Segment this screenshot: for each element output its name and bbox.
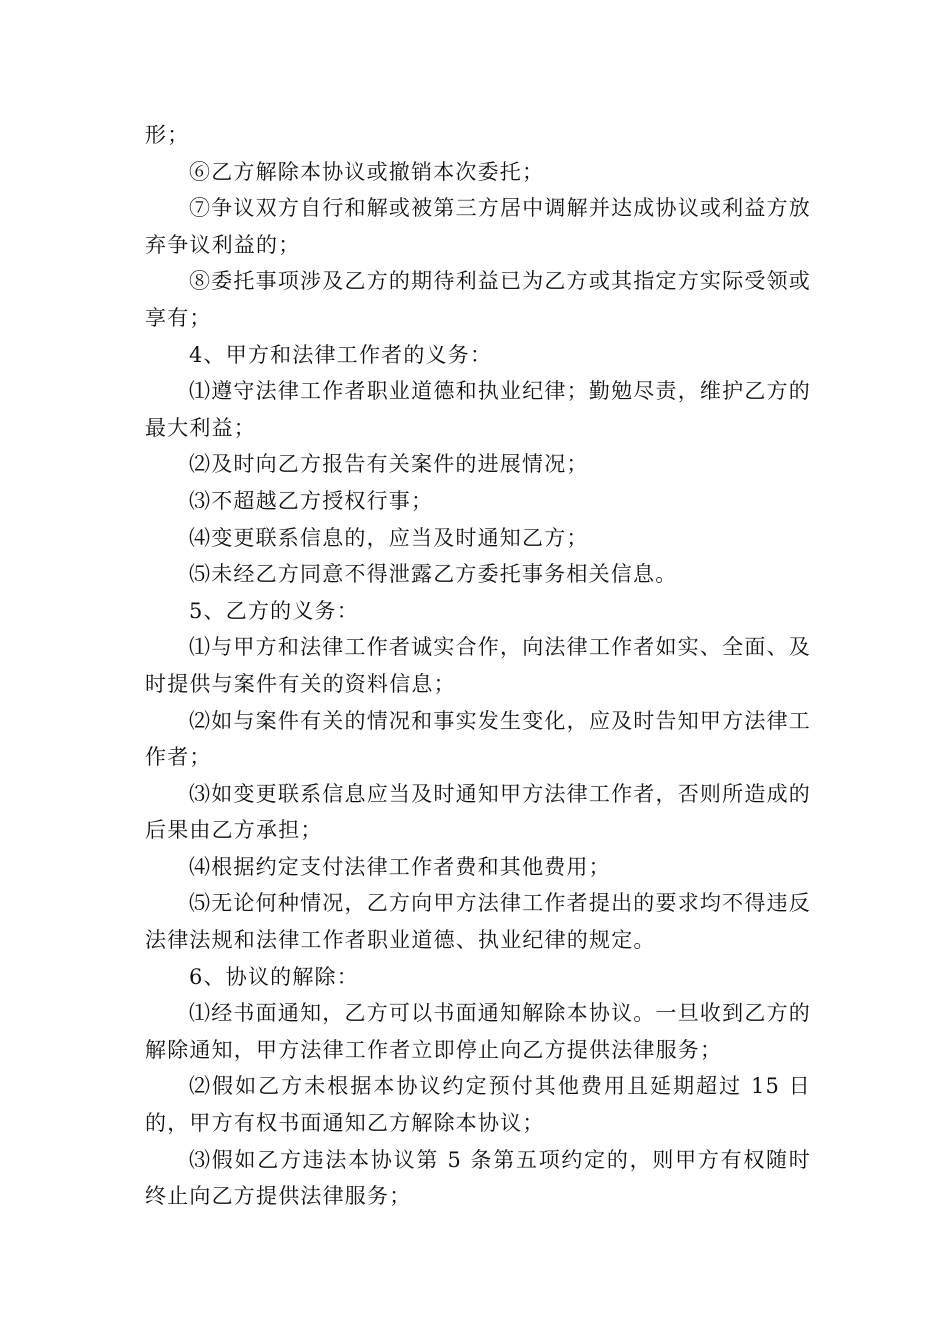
section-heading: 4、甲方和法律工作者的义务： bbox=[189, 342, 493, 367]
paragraph: ⑵如与案件有关的情况和事实发生变化，应及时告知甲方法律工作者； bbox=[145, 708, 811, 770]
paragraph: ⑷根据约定支付法律工作者费和其他费用； bbox=[189, 854, 611, 879]
paragraph: ⑶不超越乙方授权行事； bbox=[189, 488, 434, 513]
paragraph: 形； bbox=[145, 123, 190, 147]
paragraph: ⑦争议双方自行和解或被第三方居中调解并达成协议或利益方放弃争议利益的； bbox=[145, 196, 811, 257]
paragraph: ⑴与甲方和法律工作者诚实合作，向法律工作者如实、全面、及时提供与案件有关的资料信息； bbox=[145, 635, 811, 696]
section-heading: 5、乙方的义务： bbox=[189, 598, 359, 623]
paragraph: ⑧委托事项涉及乙方的期待利益已为乙方或其指定方实际受领或享有； bbox=[145, 269, 811, 330]
paragraph: ⑸无论何种情况，乙方向甲方法律工作者提出的要求均不得违反法律法规和法律工作者职业道德、执业纪律的规定。 bbox=[145, 891, 811, 953]
paragraph: ⑵假如乙方未根据本协议约定预付其他费用且延期超过 15 日的，甲方有权书面通知乙方解除本协议； bbox=[145, 1074, 811, 1136]
paragraph: ⑴经书面通知，乙方可以书面通知解除本协议。一旦收到乙方的解除通知，甲方法律工作者立即停止向乙方提供法律服务； bbox=[145, 1001, 811, 1062]
section-heading: 6、协议的解除： bbox=[189, 964, 359, 989]
paragraph: ⑶假如乙方违法本协议第 5 条第五项约定的，则甲方有权随时终止向乙方提供法律服务； bbox=[145, 1147, 811, 1209]
paragraph: ⑸未经乙方同意不得泄露乙方委托事务相关信息。 bbox=[189, 562, 678, 587]
paragraph: ⑷变更联系信息的，应当及时通知乙方； bbox=[189, 525, 589, 550]
paragraph: ⑵及时向乙方报告有关案件的进展情况； bbox=[189, 452, 589, 477]
document-body bbox=[145, 117, 811, 1215]
paragraph: ⑴遵守法律工作者职业道德和执业纪律；勤勉尽责，维护乙方的最大利益； bbox=[145, 379, 811, 440]
paragraph: ⑶如变更联系信息应当及时通知甲方法律工作者，否则所造成的后果由乙方承担； bbox=[145, 781, 811, 843]
paragraph: ⑥乙方解除本协议或撤销本次委托； bbox=[189, 159, 545, 184]
